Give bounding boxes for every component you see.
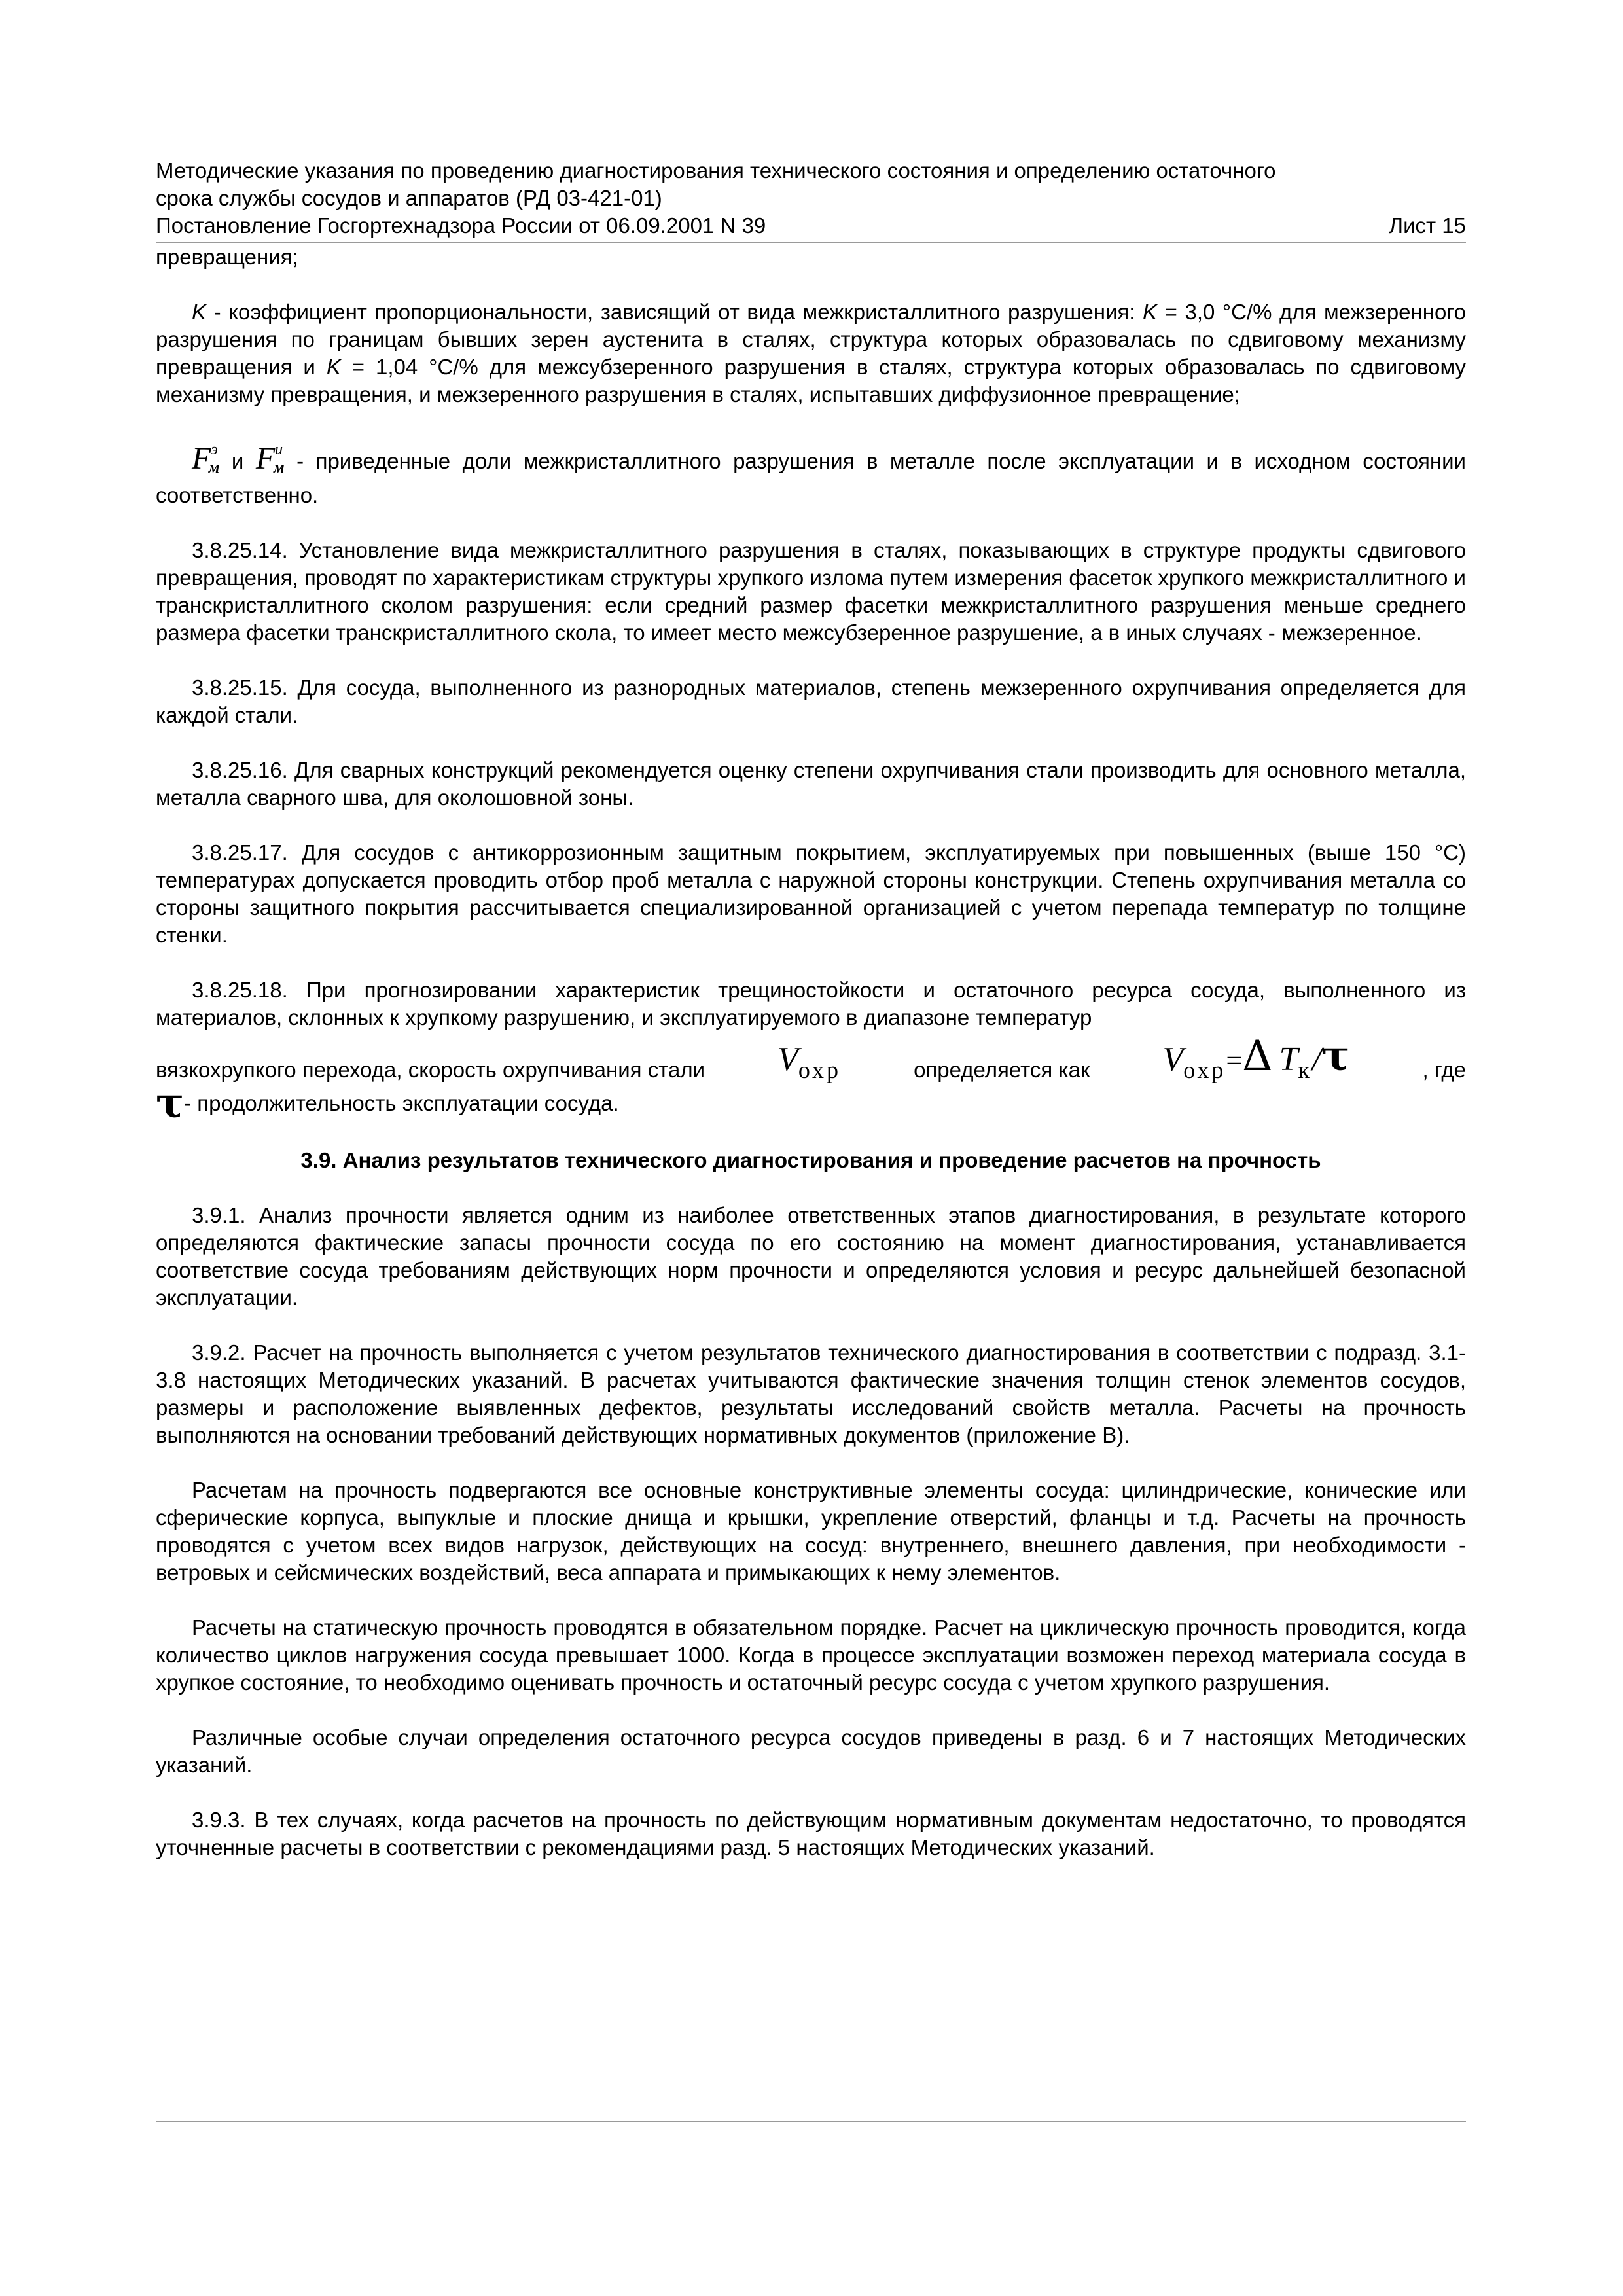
paragraph-3-8-25-14: 3.8.25.14. Установление вида межкристаллитного разрушения в сталях, показывающих в структуре продукты сдвигового превращения, проводят по характеристикам структуры хрупкого излома путем измерения фасеток хрупкого межкристаллитного и транскристаллитного сколом разрушения: если средний размер фасетки межкристаллитного разрушения меньше среднего размера фасетки транскристаллитного скола, то имеет место межсубзеренное разрушение, а в иных случаях - межзеренное.	[156, 538, 1466, 645]
f-and: и	[219, 449, 256, 473]
k-symbol-2: K	[1143, 300, 1158, 324]
embrittlement-formula-line	[156, 1031, 1466, 1084]
document-page	[156, 157, 1466, 1861]
header-title-line-1: Методические указания по проведению диагностирования технического состояния и определению остаточного	[156, 158, 1276, 183]
footer-divider	[156, 2121, 1466, 2122]
paragraph-f-definition	[156, 436, 1466, 509]
tau-definition-line	[156, 1079, 1466, 1128]
f-def-text: - приведенные доли межкристаллитного разрушения в металле после эксплуатации и в исходном состоянии соответственно.	[156, 449, 1466, 507]
paragraph-continuation: превращения;	[156, 245, 298, 269]
k-symbol: K	[192, 300, 207, 324]
paragraph-3-9-1: 3.9.1. Анализ прочности является одним из наиболее ответственных этапов диагностирования, в результате которого определяются фактические запасы прочности сосуда по его состоянию на момент диагностирования, устанавливается соответствие сосуда требованиям действующих норм прочности и определяются условия и ресурс дальнейшей безопасной эксплуатации.	[156, 1203, 1466, 1310]
f-e-symbol: $F^эм$	[192, 441, 220, 476]
paragraph-3-8-25-17: 3.8.25.17. Для сосудов с антикоррозионным защитным покрытием, эксплуатируемых при повышенных (выше 150 °С) температурах допускается проводить отбор проб металла с наружной стороны конструкции. Степень охрупчивания металла со стороны защитного покрытия рассчитывается специализированной организацией с учетом перепада температур по толщине стенки.	[156, 840, 1466, 947]
paragraph-k-definition	[156, 298, 1466, 408]
section-heading-3-9: 3.9. Анализ результатов технического диагностирования и проведение расчетов на прочность	[300, 1148, 1321, 1172]
header-title-line-2: срока службы сосудов и аппаратов (РД 03-421-01)	[156, 186, 662, 210]
formula-text-before: вязкохрупкого перехода, скорость охрупчивания стали	[156, 1058, 705, 1082]
k-def-text-c: = 1,04 °С/% для межсубзеренного разрушения в сталях, структура которых образовалась по сдвиговому механизму превращения, и межзеренного разрушения в сталях, испытавших диффузионное превращение;	[156, 355, 1467, 406]
paragraph-special-cases: Различные особые случаи определения остаточного ресурса сосудов приведены в разд. 6 и 7 настоящих Методических указаний.	[156, 1725, 1466, 1777]
page-header	[156, 157, 1466, 243]
header-sheet-number: Лист 15	[1389, 213, 1466, 238]
paragraph-3-8-25-18: 3.8.25.18. При прогнозировании характеристик трещиностойкости и остаточного ресурса сосуда, выполненного из материалов, склонных к хрупкому разрушению, и эксплуатируемого в диапазоне температур	[156, 978, 1466, 1030]
k-def-text-b: = 3,0 °С/% для межзеренного разрушения по границам бывших зерен аустенита в сталях, структура которых образовалась по сдвиговому механизму превращения и	[156, 300, 1467, 379]
paragraph-calc-elements: Расчетам на прочность подвергаются все основные конструктивные элементы сосуда: цилиндрические, конические или сферические корпуса, выпуклые и плоские днища и крышки, укрепление отверстий, фланцы и т.д. Расчеты на прочность проводятся с учетом всех видов нагрузок, действующих на сосуд: внутреннего, внешнего давления, при необходимости - ветровых и сейсмических воздействий, веса аппарата и примыкающих к нему элементов.	[156, 1478, 1466, 1585]
embrittlement-formula: Vохр=Δ Tк/τ	[1162, 1031, 1350, 1083]
tau-definition-text: - продолжительность эксплуатации сосуда.	[184, 1091, 619, 1115]
f-i-symbol: $F^им$	[255, 441, 285, 476]
paragraph-static-strength: Расчеты на статическую прочность проводятся в обязательном порядке. Расчет на циклическую прочность проводится, когда количество циклов нагружения сосуда превышает 1000. Когда в процессе эксплуатации возможен переход материала сосуда в хрупкое состояние, то необходимо оценивать прочность и остаточный ресурс сосуда с учетом хрупкого разрушения.	[156, 1615, 1466, 1695]
document-body	[156, 243, 1466, 1861]
paragraph-3-8-25-15: 3.8.25.15. Для сосуда, выполненного из разнородных материалов, степень межзеренного охрупчивания определяется для каждой стали.	[156, 675, 1466, 727]
formula-text-after: , где	[1422, 1058, 1466, 1082]
paragraph-3-9-2: 3.9.2. Расчет на прочность выполняется с учетом результатов технического диагностирования в соответствии с подразд. 3.1-3.8 настоящих Методических указаний. В расчетах учитываются фактические значения толщин стенок элементов сосудов, размеры и расположение выявленных дефектов, результаты исследований свойств металла. Расчеты на прочность выполняются на основании требований действующих нормативных документов (приложение В).	[156, 1340, 1466, 1447]
header-meta-row	[156, 212, 1466, 240]
tau-symbol: τ	[156, 1079, 185, 1128]
paragraph-3-8-25-16: 3.8.25.16. Для сварных конструкций рекомендуется оценку степени охрупчивания стали производить для основного металла, металла сварного шва, для околошовной зоны.	[156, 758, 1466, 810]
paragraph-3-9-3: 3.9.3. В тех случаях, когда расчетов на прочность по действующим нормативным документам недостаточно, то проводятся уточненные расчеты в соответствии с рекомендациями разд. 5 настоящих Методических указаний.	[156, 1808, 1466, 1859]
k-symbol-3: K	[326, 355, 341, 379]
k-def-text-a: - коэффициент пропорциональности, зависящий от вида межкристаллитного разрушения:	[206, 300, 1143, 324]
header-decree: Постановление Госгортехнадзора России от 06.09.2001 N 39	[156, 213, 766, 238]
formula-text-middle: определяется как	[914, 1058, 1090, 1082]
v-symbol: Vохр	[777, 1041, 841, 1083]
